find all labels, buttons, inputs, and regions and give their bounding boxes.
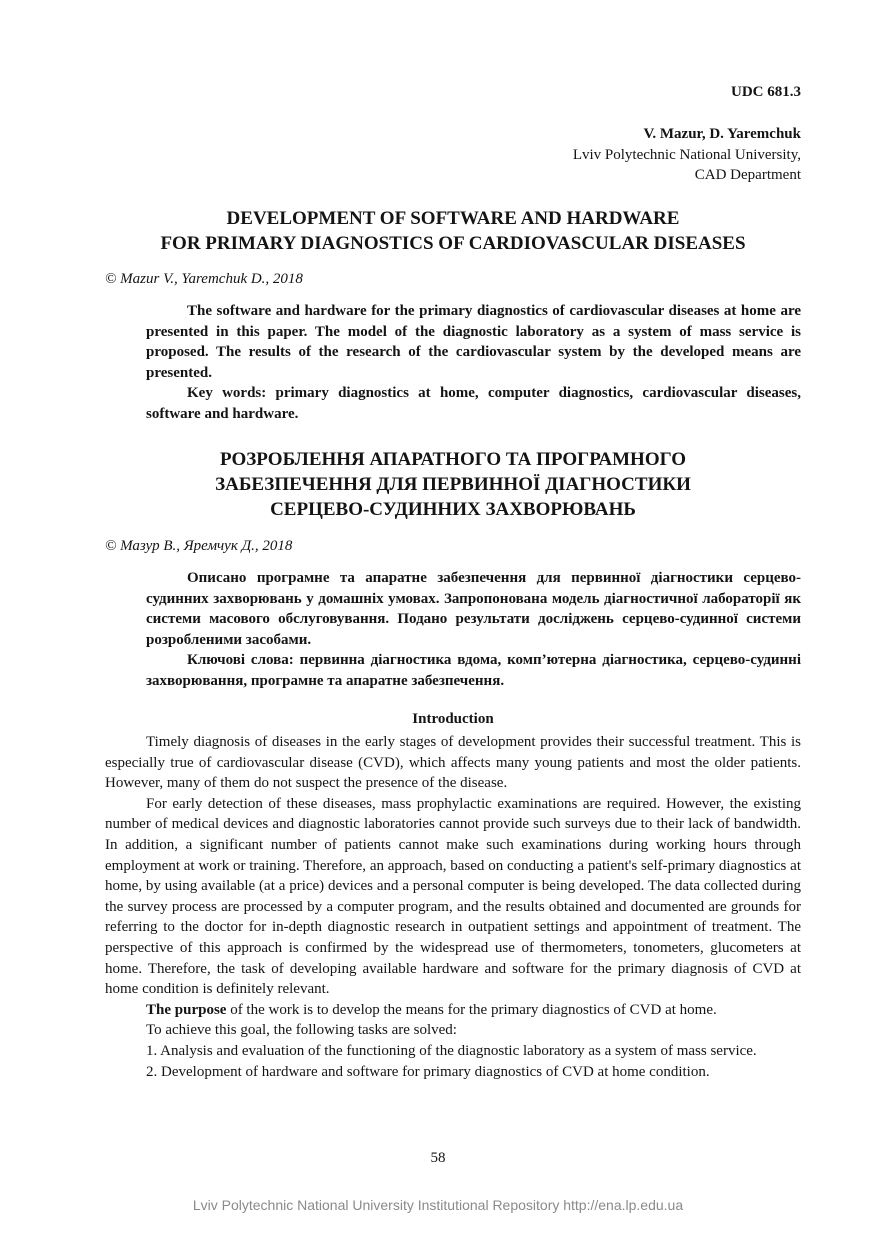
intro-paragraph: Timely diagnosis of diseases in the early stages of development provides their successful treatment. This is especially true of cardiovascular disease (CVD), which affects many young patients and most the older patients. However, many of them do not suspect the presence of the disease. [105,734,801,792]
tasks-intro: To achieve this goal, the following tasks are solved: [146,1022,457,1039]
task-item: 1. Analysis and evaluation of the functioning of the diagnostic laboratory as a system of mass service. [146,1042,757,1059]
ukrainian-title-line: СЕРЦЕВО-СУДИННИХ ЗАХВОРЮВАНЬ [270,499,636,520]
ukrainian-title-line: ЗАБЕЗПЕЧЕННЯ ДЛЯ ПЕРВИННОЇ ДІАГНОСТИКИ [215,474,691,495]
ukrainian-title-line: РОЗРОБЛЕННЯ АПАРАТНОГО ТА ПРОГРАМНОГО [220,449,686,470]
ukrainian-copyright: © Мазур В., Яремчук Д., 2018 [105,538,293,554]
introduction-heading: Introduction [412,711,494,727]
purpose-text: of the work is to develop the means for the primary diagnostics of CVD at home. [226,1001,717,1018]
ukrainian-abstract-block [146,568,801,692]
affiliation-department: CAD Department [694,167,801,183]
udc-code: UDC 681.3 [731,84,801,100]
english-copyright: © Mazur V., Yaremchuk D., 2018 [105,271,303,287]
english-abstract-block [146,301,801,425]
intro-paragraph: For early detection of these diseases, mass prophylactic examinations are required. However, the existing number of medical devices and diagnostic laboratories cannot provide such surveys due to their lack of bandwidth. In addition, a significant number of patients cannot make such examinations during working hours through employment at work or training. Therefore, an approach, based on conducting a patient's self-primary diagnostics at home, by using available (at a price) devices and a personal computer is being developed. The data collected during the survey process are processed by a computer program, and the results obtained and documented are grounds for referring to the doctor for in-depth diagnostic research in outpatient settings and appointment of treatment. The perspective of this approach is confirmed by the widespread use of thermometers, tonometers, glucometers at home. Therefore, the task of developing available hardware and software for the primary diagnosis of CVD at home condition is definitely relevant. [105,795,801,998]
english-title-line: FOR PRIMARY DIAGNOSTICS OF CARDIOVASCULAR DISEASES [160,233,746,254]
author-names: V. Mazur, D. Yaremchuk [643,126,801,142]
ukrainian-title [70,447,836,522]
repository-footer: Lviv Polytechnic National University Institutional Repository http://ena.lp.edu.ua [192,1197,684,1213]
introduction-body [105,732,801,1082]
author-block [573,124,801,186]
ukrainian-keywords: Ключові слова: первинна діагностика вдома, комп’ютерна діагностика, серцево-судинні захворювання, програмне та апаратне забезпечення. [146,652,801,689]
purpose-label: The purpose [146,1001,227,1018]
purpose-paragraph [105,1000,801,1021]
ukrainian-abstract: Описано програмне та апаратне забезпечення для первинної діагностики серцево-судинних захворювань у домашніх умовах. Запропонована модель діагностичної лабораторії як системи масового обслуговування. Подано результати досліджень серцево-судинної системи розробленими засобами. [146,570,801,648]
english-keywords: Key words: primary diagnostics at home, computer diagnostics, cardiovascular diseases, software and hardware. [146,385,801,422]
page-number: 58 [430,1150,446,1166]
task-item: 2. Development of hardware and software for primary diagnostics of CVD at home condition. [146,1063,710,1080]
english-title-line: DEVELOPMENT OF SOFTWARE AND HARDWARE [226,208,680,229]
english-title [70,206,836,256]
affiliation-university: Lviv Polytechnic National University, [572,146,801,163]
english-abstract: The software and hardware for the primary diagnostics of cardiovascular diseases at home are presented in this paper. The model of the diagnostic laboratory as a system of mass service is proposed. The results of the research of the cardiovascular system by the developed means are presented. [146,303,801,381]
